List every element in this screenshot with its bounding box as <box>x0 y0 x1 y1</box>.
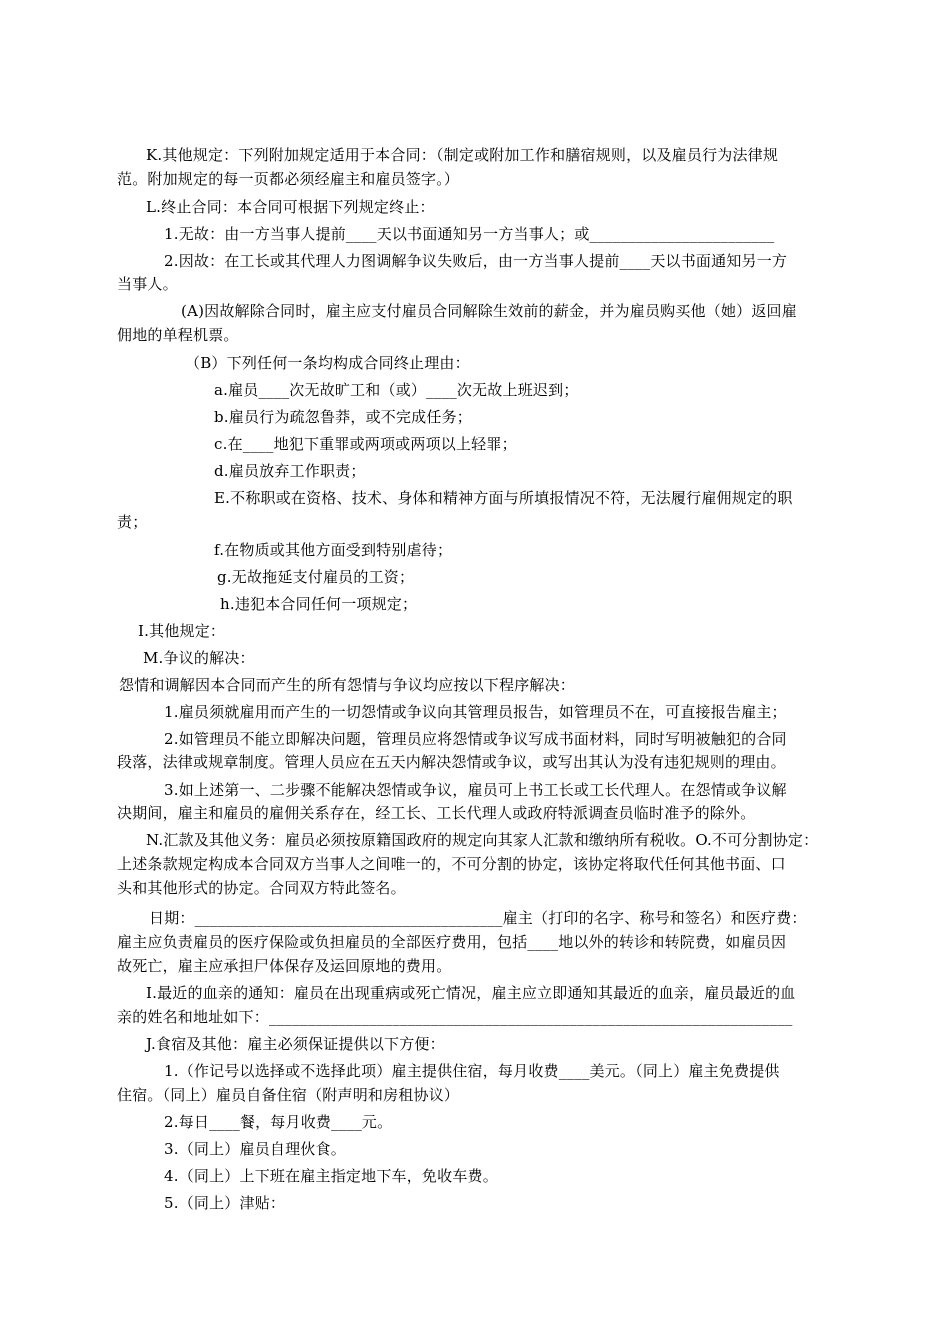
clause-b-item-c: c.在____地犯下重罪或两项或两项以上轻罪； <box>214 435 517 453</box>
date-signature-line: 日期：________________________________________雇主（打印的名字、称号和签名）和医疗费： <box>149 909 807 927</box>
clause-i-line-2: 亲的姓名和地址如下：____________________________________________________________________ <box>117 1008 793 1026</box>
clause-l-heading: L.终止合同：本合同可根据下列规定终止： <box>146 198 435 216</box>
clause-a-line-1: (A)因故解除合同时，雇主应支付雇员合同解除生效前的薪金，并为雇员购买他（她）返回雇 <box>181 302 797 320</box>
clause-b-item-a: a.雇员____次无故旷工和（或）____次无故上班迟到； <box>214 381 579 399</box>
clause-j-item-2: 2.每日____餐，每月收费____元。 <box>164 1113 393 1131</box>
clause-m-item-1: 1.雇员须就雇用而产生的一切怨情或争议向其管理员报告，如管理员不在，可直接报告雇主； <box>164 703 787 721</box>
clause-b-item-d: d.雇员放弃工作职责； <box>214 462 366 480</box>
clause-b-item-b: b.雇员行为疏忽鲁莽，或不完成任务； <box>214 408 472 426</box>
clause-m-item-3-line-1: 3.如上述第一、二步骤不能解决怨情或争议，雇员可上书工长或工长代理人。在怨情或争议解 <box>164 781 787 799</box>
clause-j-item-4: 4.（同上）上下班在雇主指定地下车，免收车费。 <box>164 1167 498 1185</box>
medical-line-1: 雇主应负责雇员的医疗保险或负担雇员的全部医疗费用，包括____地以外的转诊和转院费，如雇员因 <box>117 933 787 951</box>
clause-b-item-h: h.违犯本合同任何一项规定； <box>220 595 418 613</box>
clause-l-item-2-line-2: 当事人。 <box>117 275 178 293</box>
clause-m-item-3-line-2: 决期间，雇主和雇员的雇佣关系存在，经工长、工长代理人或政府特派调查员临时准予的除外。 <box>117 804 756 822</box>
other-provisions: I.其他规定： <box>138 622 226 640</box>
clause-k-line-2: 范。附加规定的每一页都必须经雇主和雇员签字。） <box>117 170 460 188</box>
clause-m-item-2-line-2: 段落，法律或规章制度。管理人员应在五天内解决怨情或争议，或写出其认为没有违犯规则的理由。 <box>117 753 786 771</box>
clause-l-item-1: 1.无故：由一方当事人提前____天以书面通知另一方当事人；或________________________ <box>164 225 775 243</box>
clause-b-heading: （B）下列任何一条均构成合同终止理由： <box>185 354 470 372</box>
clause-k-line-1: K.其他规定：下列附加规定适用于本合同：（制定或附加工作和膳宿规则，以及雇员行为法律规 <box>146 146 779 164</box>
medical-line-2: 故死亡，雇主应承担尸体保存及运回原地的费用。 <box>117 957 452 975</box>
clause-j-item-1-line-2: 住宿。（同上）雇员自备住宿（附声明和房租协议） <box>117 1086 460 1104</box>
clause-n-line-3: 头和其他形式的协定。合同双方特此签名。 <box>117 879 406 897</box>
clause-b-item-f: f.在物质或其他方面受到特别虐待； <box>214 541 453 559</box>
clause-a-line-2: 佣地的单程机票。 <box>117 326 239 344</box>
clause-j-item-1-line-1: 1.（作记号以选择或不选择此项）雇主提供住宿，每月收费____美元。（同上）雇主免费提供 <box>164 1062 780 1080</box>
clause-i-line-1: I.最近的血亲的通知：雇员在出现重病或死亡情况，雇主应立即通知其最近的血亲，雇员最近的血 <box>146 984 796 1002</box>
clause-j-item-5: 5.（同上）津贴： <box>164 1194 286 1212</box>
clause-m-item-2-line-1: 2.如管理员不能立即解决问题，管理员应将怨情或争议写成书面材料，同时写明被触犯的合同 <box>164 730 787 748</box>
clause-l-item-2-line-1: 2.因故：在工长或其代理人力图调解争议失败后，由一方当事人提前____天以书面通知另一方 <box>164 252 788 270</box>
clause-b-item-g: g.无故拖延支付雇员的工资； <box>217 568 415 586</box>
clause-n-line-1: N.汇款及其他义务：雇员必须按原籍国政府的规定向其家人汇款和缴纳所有税收。O.不可分割协定： <box>146 831 819 849</box>
clause-b-item-e-line-2: 责； <box>117 513 148 531</box>
clause-m-heading: M.争议的解决： <box>143 649 255 667</box>
clause-b-item-e-line-1: E.不称职或在资格、技术、身体和精神方面与所填报情况不符，无法履行雇佣规定的职 <box>214 489 793 507</box>
clause-j-heading: J.食宿及其他：雇主必须保证提供以下方便： <box>146 1035 445 1053</box>
clause-j-item-3: 3.（同上）雇员自理伙食。 <box>164 1140 346 1158</box>
clause-n-line-2: 上述条款规定构成本合同双方当事人之间唯一的，不可分割的协定，该协定将取代任何其他书面、口 <box>117 855 786 873</box>
clause-m-intro: 怨情和调解因本合同而产生的所有怨情与争议均应按以下程序解决： <box>119 676 576 694</box>
